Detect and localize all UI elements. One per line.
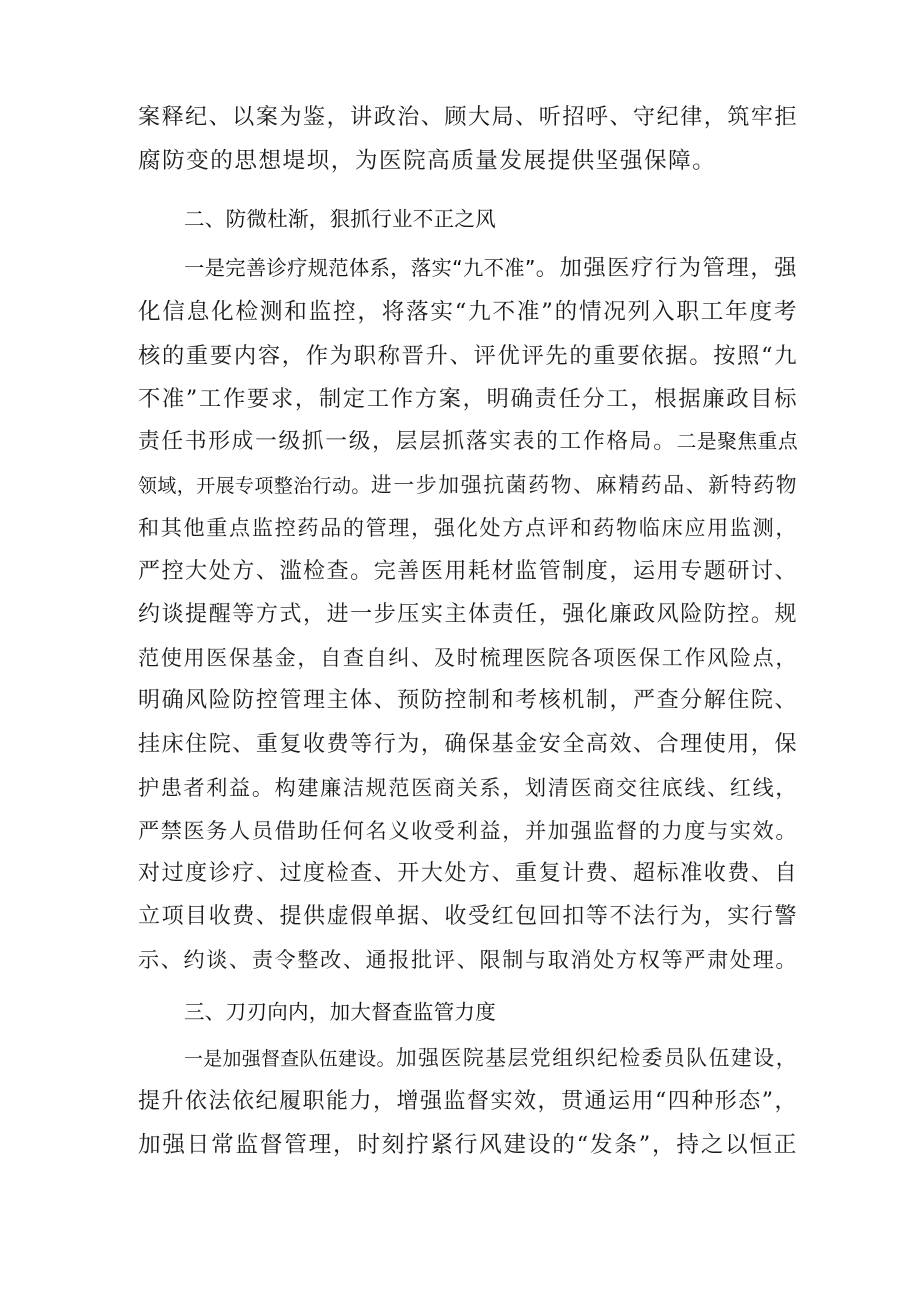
- bold-lead-in: 领域，开展专项整治行动。: [138, 475, 371, 497]
- paragraph-line: 领域，开展专项整治行动。进一步加强抗菌药物、麻精药品、新特药物: [138, 473, 798, 497]
- section-heading-3: 三、刀刃向内，加大督查监管力度: [184, 1000, 496, 1024]
- paragraph-line: 责任书形成一级抓一级，层层抓落实表的工作格局。二是聚焦重点: [138, 429, 798, 454]
- paragraph-line: 挂床住院、重复收费等行为，确保基金安全高效、合理使用，保: [138, 732, 798, 757]
- bold-lead-in: 二是聚焦重点: [676, 430, 798, 453]
- paragraph-line: 不准”工作要求，制定工作方案，明确责任分工，根据廉政目标: [138, 386, 798, 412]
- paragraph-line: 腐防变的思想堤坝，为医院高质量发展提供坚强保障。: [138, 148, 717, 174]
- paragraph-line: 立项目收费、提供虚假单据、收受红包回扣等不法行为，实行警: [138, 904, 798, 929]
- paragraph-line: 案释纪、以案为鉴，讲政治、顾大局、听招呼、守纪律，筑牢拒: [138, 105, 798, 130]
- paragraph-line: 对过度诊疗、过度检查、开大处方、重复计费、超标准收费、自: [138, 861, 798, 886]
- paragraph-line: 加强日常监督管理，时刻拧紧行风建设的“发条”，持之以恒正: [138, 1132, 798, 1158]
- paragraph-line: 一是加强督查队伍建设。加强医院基层党组织纪检委员队伍建设，: [184, 1046, 798, 1070]
- paragraph-line: 和其他重点监控药品的管理，强化处方点评和药物临床应用监测，: [138, 515, 798, 540]
- paragraph-line: 严禁医务人员借助任何名义收受利益，并加强监督的力度与实效。: [138, 818, 798, 843]
- paragraph-line: 约谈提醒等方式，进一步压实主体责任，强化廉政风险防控。规: [138, 602, 798, 627]
- paragraph-line: 护患者利益。构建廉洁规范医商关系，划清医商交往底线、红线，: [138, 775, 798, 800]
- bold-lead-in: 一是完善诊疗规范体系，落实“九不准”: [184, 256, 536, 280]
- section-heading-2: 二、防微杜渐，狠抓行业不正之风: [184, 207, 496, 231]
- paragraph-line: 严控大处方、滥检查。完善医用耗材监管制度，运用专题研讨、: [138, 559, 798, 584]
- paragraph-line: 核的重要内容，作为职称晋升、评优评先的重要依据。按照“九: [138, 343, 798, 369]
- paragraph-line: 明确风险防控管理主体、预防控制和考核机制，严查分解住院、: [138, 688, 798, 713]
- paragraph-line: 示、约谈、责令整改、通报批评、限制与取消处方权等严肃处理。: [138, 947, 798, 972]
- paragraph-line: 提升依法依纪履职能力，增强监督实效，贯通运用“四种形态”，: [138, 1089, 798, 1114]
- paragraph-line: 一是完善诊疗规范体系，落实“九不准”。加强医疗行为管理，强: [184, 255, 798, 281]
- paragraph-line: 化信息化检测和监控，将落实“九不准”的情况列入职工年度考: [138, 299, 798, 325]
- bold-lead-in: 一是加强督查队伍建设。: [184, 1048, 396, 1070]
- paragraph-line: 范使用医保基金，自查自纠、及时梳理医院各项医保工作风险点，: [138, 645, 798, 670]
